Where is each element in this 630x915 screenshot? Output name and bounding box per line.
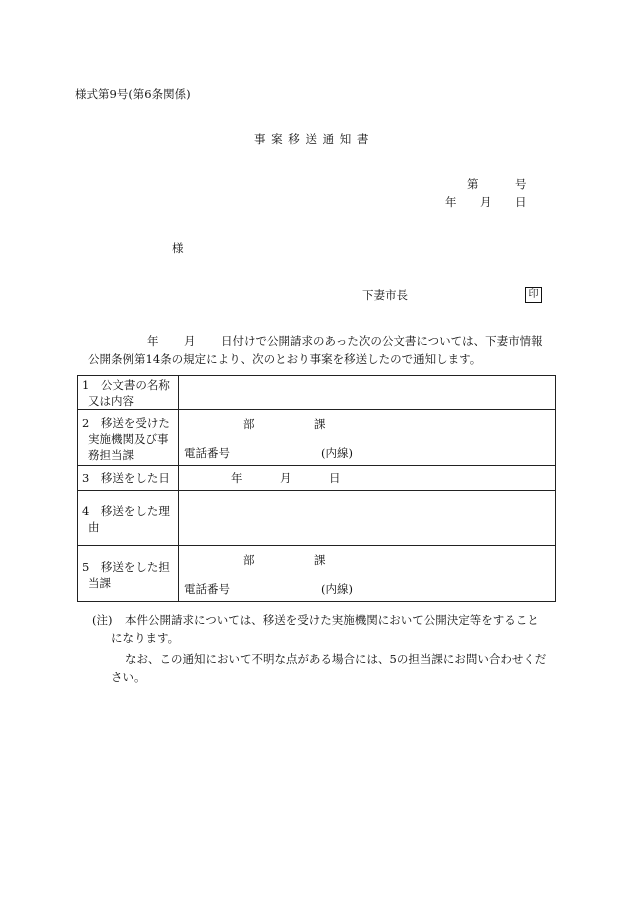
note-p2-line1: なお、この通知において不明な点がある場合には、5の担当課にお問い合わせくだ [125,652,547,666]
row2-value[interactable] [179,410,556,466]
row2-naisen: (内線) [321,446,353,460]
row3-year: 年 [231,471,243,485]
row5-phone: 電話番号 [184,582,230,596]
note-p2-line2: さい。 [111,670,146,684]
body-line1: 日付けで公開請求のあった次の公文書については、下妻市情報 [221,334,543,348]
row3-value[interactable] [179,466,556,491]
note-label: (注) [92,613,113,627]
date-month: 月 [480,195,492,209]
body-line2: 公開条例第14条の規定により、次のとおり事案を移送したので通知します。 [88,352,482,366]
row3-month: 月 [280,471,292,485]
note-p1-line2: になります。 [111,631,180,645]
row5-label: 5 移送をした担 当課 [78,546,179,602]
date-day: 日 [515,195,527,209]
details-table [77,375,556,602]
row2-bu: 部 [243,417,255,431]
row1-label: 1 公文書の名称 又は内容 [78,376,179,410]
note-p1-line1: 本件公開請求については、移送を受けた実施機関において公開決定等をすること [125,613,539,627]
seal-mark: 印 [525,287,542,303]
table-row [78,491,556,546]
row4-label: 4 移送をした理 由 [78,491,179,546]
doc-number-go: 号 [515,177,527,191]
document-title: 事 案 移 送 通 知 書 [254,132,370,146]
row2-label: 2 移送を受けた 実施機関及び事 務担当課 [78,410,179,466]
row5-value[interactable] [179,546,556,602]
table-row [78,546,556,602]
sender-name: 下妻市長 [362,288,408,302]
date-year: 年 [445,195,457,209]
form-number: 様式第9号(第6条関係) [75,87,191,101]
row5-bu: 部 [243,553,255,567]
table-row [78,376,556,410]
table-row [78,410,556,466]
body-month: 月 [184,334,196,348]
row4-value[interactable] [179,491,556,546]
row3-day: 日 [329,471,341,485]
row1-value[interactable] [179,376,556,410]
body-year: 年 [147,334,159,348]
table-row [78,466,556,491]
recipient-suffix: 様 [172,241,184,255]
row5-naisen: (内線) [321,582,353,596]
row5-ka: 課 [314,553,326,567]
row2-phone: 電話番号 [184,446,230,460]
doc-number-dai: 第 [467,177,479,191]
row2-ka: 課 [314,417,326,431]
row3-label: 3 移送をした日 [78,466,179,491]
